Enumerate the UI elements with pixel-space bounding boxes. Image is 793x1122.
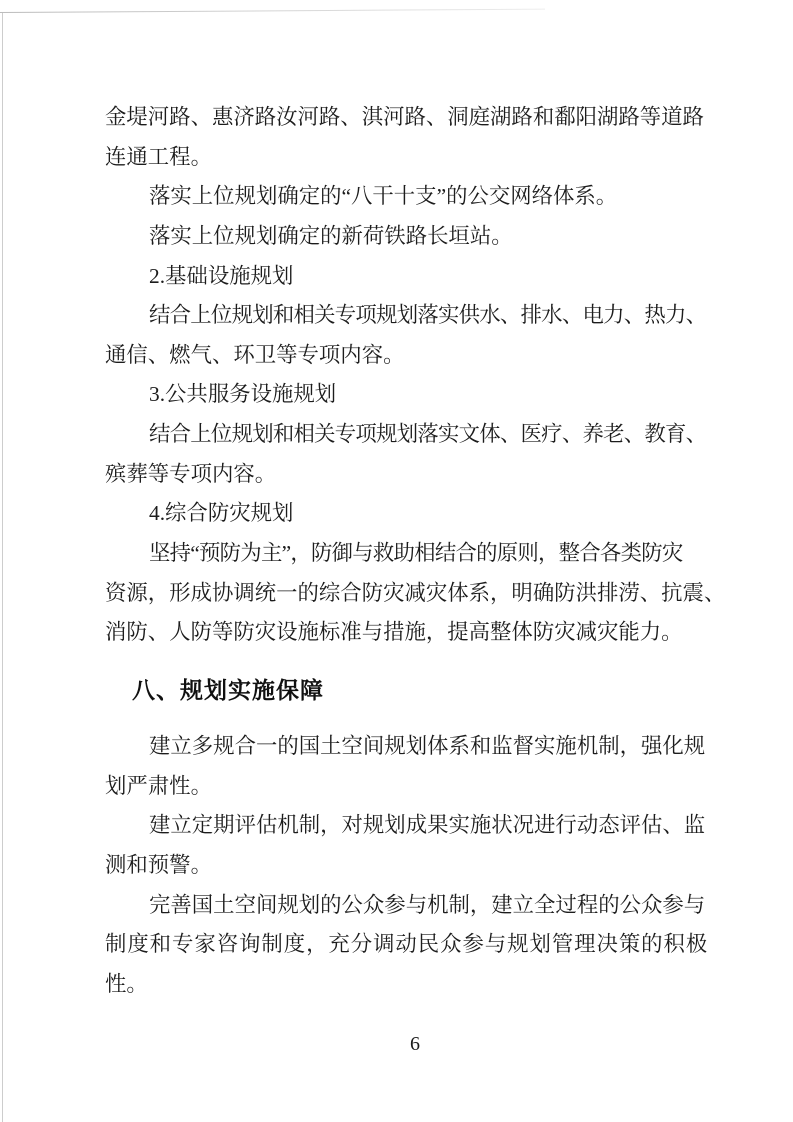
text-line: 落实上位规划确定的“八干十支”的公交网络体系。: [149, 184, 618, 209]
page-number: 6: [410, 1033, 420, 1055]
text-line: 殡葬等专项内容。: [105, 461, 277, 486]
text-line: 结合上位规划和相关专项规划落实供水、排水、电力、热力、: [149, 303, 707, 328]
text-line: 建立多规合一的国土空间规划体系和监督实施机制，强化规: [149, 733, 706, 758]
text-line: 消防、人防等防灾设施标准与措施，提高整体防灾减灾能力。: [105, 620, 683, 645]
document-body: [105, 98, 765, 1004]
text-line: 测和预警。: [105, 852, 212, 877]
scan-edge-top-artifact: [0, 9, 545, 13]
text-line: 性。: [105, 971, 148, 996]
text-line: 建立定期评估机制，对规划成果实施状况进行动态评估、监: [149, 813, 706, 838]
text-line: 结合上位规划和相关专项规划落实文体、医疗、养老、教育、: [149, 422, 707, 447]
text-line: 连通工程。: [105, 144, 212, 169]
text-line: 金堤河路、惠济路汝河路、淇河路、洞庭湖路和鄱阳湖路等道路: [105, 105, 704, 129]
subsection-title: 4.综合防灾规划: [149, 501, 294, 526]
text-line: 落实上位规划确定的新荷铁路长垣站。: [149, 223, 513, 248]
text-line: 完善国土空间规划的公众参与机制，建立全过程的公众参与: [149, 892, 706, 917]
subsection-title: 2.基础设施规划: [149, 263, 294, 288]
section-heading: 八、规划实施保障: [132, 676, 324, 703]
text-line: 通信、燃气、环卫等专项内容。: [105, 342, 405, 367]
text-line: 坚持“预防为主”，防御与救助相结合的原则，整合各类防灾: [149, 541, 683, 566]
text-line: 划严肃性。: [105, 773, 212, 798]
text-line: 制度和专家咨询制度，充分调动民众参与规划管理决策的积极: [105, 932, 709, 957]
scan-edge-left-artifact: [2, 12, 3, 1122]
subsection-title: 3.公共服务设施规划: [149, 382, 337, 407]
text-line: 资源，形成协调统一的综合防灾减灾体系，明确防洪排涝、抗震、: [105, 580, 726, 605]
